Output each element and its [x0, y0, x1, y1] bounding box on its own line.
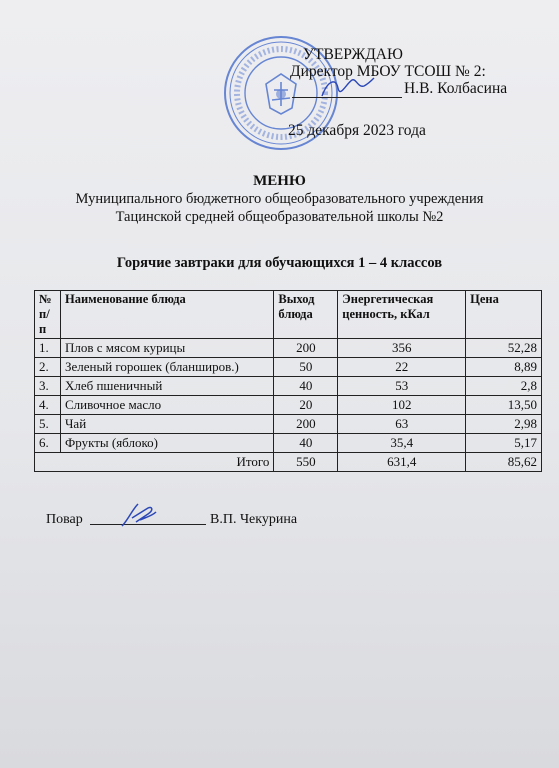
- row-energy: 35,4: [338, 434, 466, 453]
- row-yield: 200: [274, 339, 338, 358]
- row-energy: 22: [338, 358, 466, 377]
- organization-line-1: Муниципального бюджетного общеобразовательного учреждения: [75, 191, 484, 207]
- director-signature: [318, 74, 378, 102]
- total-yield: 550: [274, 453, 338, 472]
- total-price: 85,62: [466, 453, 542, 472]
- row-yield: 40: [274, 434, 338, 453]
- row-number: 4.: [35, 396, 61, 415]
- table-header-row: [35, 291, 542, 339]
- table-row: [35, 377, 542, 396]
- row-number: 2.: [35, 358, 61, 377]
- table-row: [35, 396, 542, 415]
- table-row: [35, 434, 542, 453]
- row-energy: 63: [338, 415, 466, 434]
- approval-position: Директор МБОУ ТСОШ № 2:: [290, 63, 486, 80]
- header-number: № п/п: [35, 291, 61, 339]
- total-label: Итого: [35, 453, 274, 472]
- row-dish-name: Плов с мясом курицы: [60, 339, 273, 358]
- header-dish-name: Наименование блюда: [60, 291, 273, 339]
- row-energy: 102: [338, 396, 466, 415]
- row-energy: 356: [338, 339, 466, 358]
- table-row: [35, 415, 542, 434]
- table-total-row: [35, 453, 542, 472]
- header-energy: Энергетическая ценность, кКал: [338, 291, 466, 339]
- table-row: [35, 358, 542, 377]
- row-number: 6.: [35, 434, 61, 453]
- row-price: 13,50: [466, 396, 542, 415]
- cook-name: В.П. Чекурина: [210, 512, 298, 527]
- row-price: 8,89: [466, 358, 542, 377]
- cook-signature: [118, 500, 160, 530]
- approval-name: Н.В. Колбасина: [404, 80, 508, 97]
- row-yield: 40: [274, 377, 338, 396]
- row-price: 52,28: [466, 339, 542, 358]
- menu-title: МЕНЮ: [253, 173, 306, 189]
- row-price: 5,17: [466, 434, 542, 453]
- row-number: 5.: [35, 415, 61, 434]
- approval-header: УТВЕРЖДАЮ: [303, 46, 403, 63]
- row-dish-name: Сливочное масло: [60, 396, 273, 415]
- row-yield: 20: [274, 396, 338, 415]
- row-price: 2,98: [466, 415, 542, 434]
- row-dish-name: Зеленый горошек (бланширов.): [60, 358, 273, 377]
- approval-date: 25 декабря 2023 года: [288, 122, 426, 139]
- row-dish-name: Хлеб пшеничный: [60, 377, 273, 396]
- row-number: 3.: [35, 377, 61, 396]
- header-price: Цена: [466, 291, 542, 339]
- total-energy: 631,4: [338, 453, 466, 472]
- row-dish-name: Чай: [60, 415, 273, 434]
- row-number: 1.: [35, 339, 61, 358]
- row-yield: 200: [274, 415, 338, 434]
- cook-role: Повар: [46, 512, 83, 527]
- row-price: 2,8: [466, 377, 542, 396]
- row-energy: 53: [338, 377, 466, 396]
- menu-subtitle: Горячие завтраки для обучающихся 1 – 4 классов: [116, 255, 443, 271]
- organization-line-2: Тацинской средней общеобразовательной школы №2: [115, 209, 444, 225]
- menu-table: [34, 290, 542, 472]
- table-row: [35, 339, 542, 358]
- row-dish-name: Фрукты (яблоко): [60, 434, 273, 453]
- row-yield: 50: [274, 358, 338, 377]
- header-yield: Выход блюда: [274, 291, 338, 339]
